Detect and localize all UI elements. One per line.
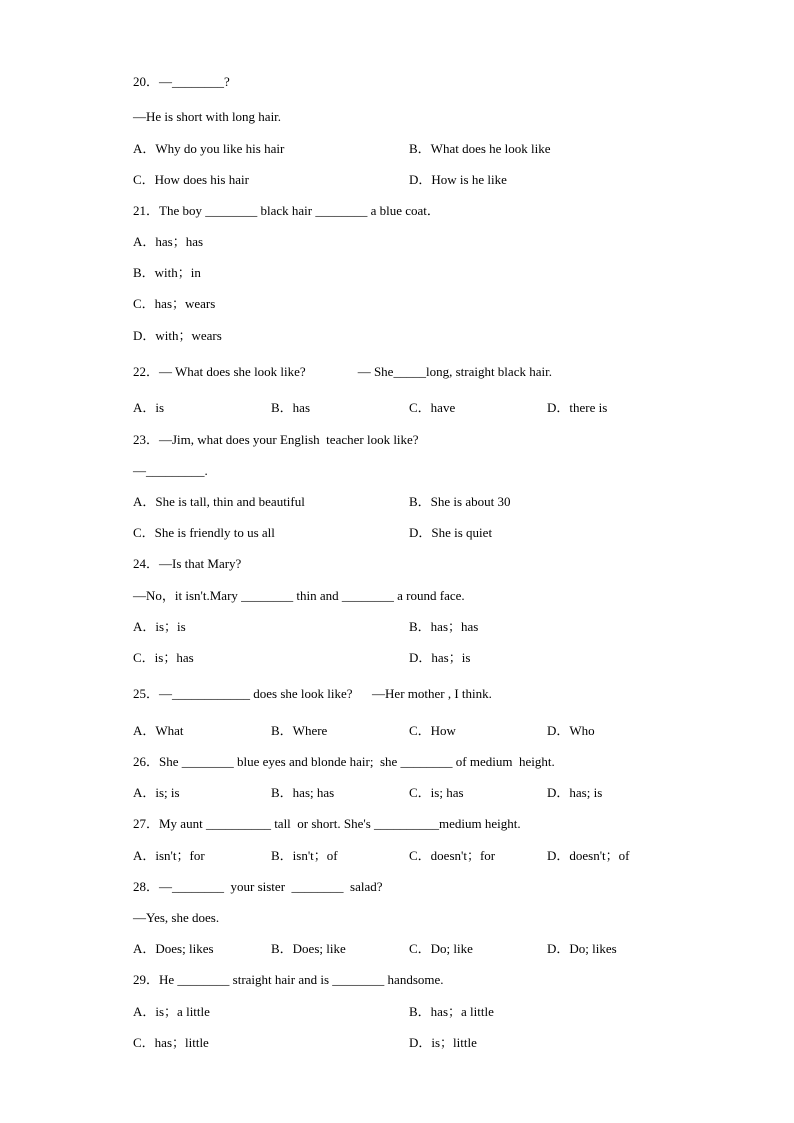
option-c: C．is；has bbox=[133, 650, 194, 665]
option-d: D．has; is bbox=[547, 785, 603, 800]
question-stem: 26．She ________ blue eyes and blonde hair; she ________ of medium height. bbox=[133, 754, 555, 769]
question-stem: 27．My aunt __________ tall or short. She's __________medium height. bbox=[133, 816, 521, 831]
option-a: A．is；is bbox=[133, 619, 186, 634]
option-d: D．has；is bbox=[409, 650, 471, 665]
option-b: B．has；a little bbox=[409, 1004, 494, 1019]
option-a: A．Does; likes bbox=[133, 941, 214, 956]
question-stem: —No，it isn't.Mary ________ thin and ________ a round face. bbox=[133, 588, 465, 603]
option-d: D．doesn't；of bbox=[547, 848, 630, 863]
question-stem: —Yes, she does. bbox=[133, 910, 220, 925]
option-c: C．is; has bbox=[409, 785, 464, 800]
option-a: A．is；a little bbox=[133, 1004, 210, 1019]
option-b: B．Where bbox=[271, 723, 328, 738]
option-b: B．Does; like bbox=[271, 941, 346, 956]
option-b: B．has；has bbox=[409, 619, 479, 634]
option-b: B．What does he look like bbox=[409, 141, 551, 156]
option-b: B．has; has bbox=[271, 785, 335, 800]
option-c: C．How does his hair bbox=[133, 172, 249, 187]
option-c: C．has；wears bbox=[133, 296, 216, 311]
option-a: A．has；has bbox=[133, 234, 204, 249]
question-stem: 21．The boy ________ black hair ________ a blue coat． bbox=[133, 203, 440, 218]
question-stem: 25．—____________ does she look like? —Her mother , I think. bbox=[133, 686, 492, 701]
option-d: D．is；little bbox=[409, 1035, 477, 1050]
option-b: B．with；in bbox=[133, 265, 201, 280]
option-a: A．Why do you like his hair bbox=[133, 141, 285, 156]
option-c: C．She is friendly to us all bbox=[133, 525, 275, 540]
option-b: B．She is about 30 bbox=[409, 494, 511, 509]
question-stem: 20．—________? bbox=[133, 74, 230, 89]
question-stem: —He is short with long hair. bbox=[133, 109, 282, 124]
option-d: D．How is he like bbox=[409, 172, 507, 187]
option-c: C．has；little bbox=[133, 1035, 209, 1050]
option-a: A．is bbox=[133, 400, 165, 415]
option-b: B．isn't；of bbox=[271, 848, 338, 863]
option-a: A．She is tall, thin and beautiful bbox=[133, 494, 305, 509]
question-stem: 28．—________ your sister ________ salad? bbox=[133, 879, 383, 894]
question-stem: 29．He ________ straight hair and is ________ handsome. bbox=[133, 972, 444, 987]
option-a: A．is; is bbox=[133, 785, 180, 800]
option-d: D．Who bbox=[547, 723, 595, 738]
option-b: B．has bbox=[271, 400, 311, 415]
option-c: C．doesn't；for bbox=[409, 848, 496, 863]
option-a: A．What bbox=[133, 723, 184, 738]
question-stem: 23．—Jim, what does your English teacher look like? bbox=[133, 432, 419, 447]
option-c: C．Do; like bbox=[409, 941, 473, 956]
option-a: A．isn't；for bbox=[133, 848, 205, 863]
question-stem: 22．— What does she look like? — She_____long, straight black hair. bbox=[133, 364, 552, 379]
option-c: C．How bbox=[409, 723, 456, 738]
option-c: C．have bbox=[409, 400, 456, 415]
question-stem: —_________. bbox=[133, 463, 208, 478]
option-d: D．with；wears bbox=[133, 328, 222, 343]
option-d: D．She is quiet bbox=[409, 525, 493, 540]
option-d: D．there is bbox=[547, 400, 608, 415]
question-stem: 24．—Is that Mary? bbox=[133, 556, 242, 571]
option-d: D．Do; likes bbox=[547, 941, 617, 956]
